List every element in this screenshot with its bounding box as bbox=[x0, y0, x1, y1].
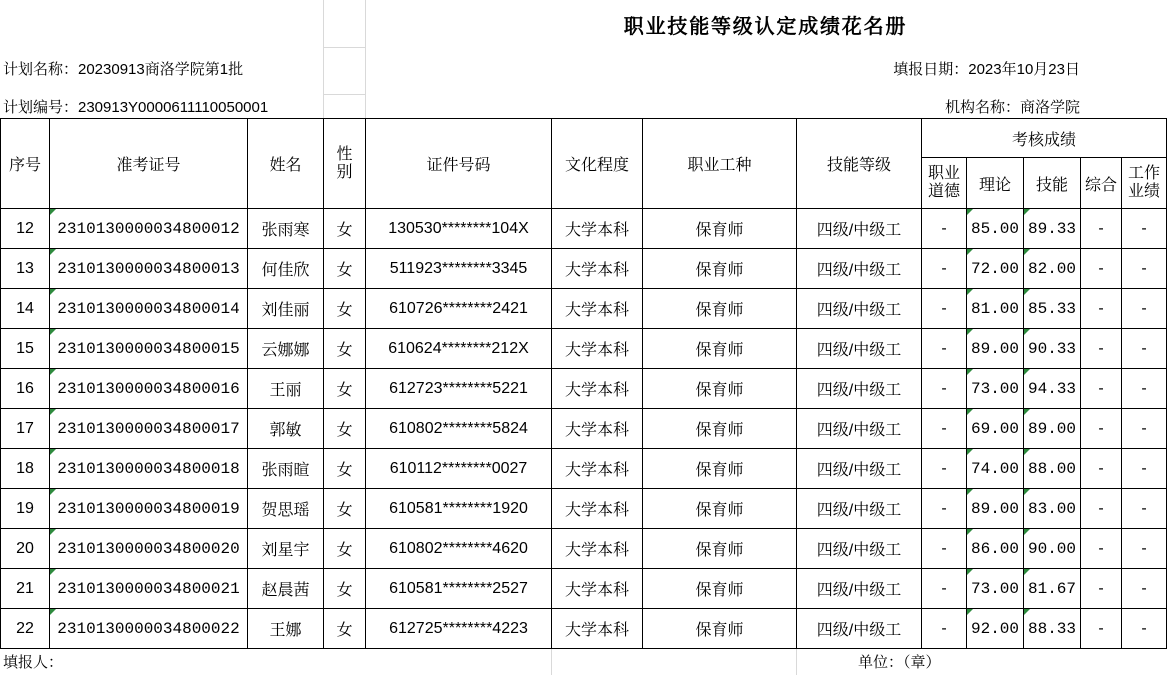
gridline-horizontal bbox=[323, 47, 365, 48]
performance-score-cell[interactable]: - bbox=[1122, 209, 1167, 249]
exam-no-cell[interactable]: 2310130000034800018 bbox=[50, 449, 248, 489]
seq-cell[interactable]: 21 bbox=[1, 569, 50, 609]
education-cell[interactable]: 大学本科 bbox=[552, 569, 643, 609]
skill-level-cell[interactable]: 四级/中级工 bbox=[797, 569, 922, 609]
header-performance-label: 工作业绩 bbox=[1127, 165, 1160, 200]
seq-cell[interactable]: 19 bbox=[1, 489, 50, 529]
occupation-cell[interactable]: 保育师 bbox=[643, 369, 797, 409]
name-cell[interactable]: 赵晨茜 bbox=[248, 569, 324, 609]
skill-score-cell[interactable]: 89.00 bbox=[1024, 409, 1081, 449]
overall-score-cell[interactable]: - bbox=[1081, 249, 1122, 289]
table-row bbox=[1, 249, 1167, 289]
performance-score-cell[interactable]: - bbox=[1122, 289, 1167, 329]
table-row bbox=[1, 609, 1167, 649]
theory-score-cell[interactable]: 89.00 bbox=[967, 489, 1024, 529]
occupation-cell[interactable]: 保育师 bbox=[643, 409, 797, 449]
skill-score-cell[interactable]: 83.00 bbox=[1024, 489, 1081, 529]
unit-seal-label[interactable]: 单位：（章） bbox=[858, 654, 941, 671]
seq-cell[interactable]: 22 bbox=[1, 609, 50, 649]
ethics-score-cell[interactable]: - bbox=[922, 489, 967, 529]
skill-level-cell[interactable]: 四级/中级工 bbox=[797, 209, 922, 249]
gridline-vertical bbox=[796, 649, 797, 675]
header-overall[interactable]: 综合 bbox=[1081, 158, 1122, 209]
theory-score-cell[interactable]: 74.00 bbox=[967, 449, 1024, 489]
name-cell[interactable]: 张雨暄 bbox=[248, 449, 324, 489]
organization-name[interactable]: 机构名称：商洛学院 bbox=[944, 99, 1080, 116]
skill-score-cell[interactable]: 81.67 bbox=[1024, 569, 1081, 609]
skill-score-cell[interactable]: 82.00 bbox=[1024, 249, 1081, 289]
plan-code[interactable]: 计划编号：230913Y0000611110050001 bbox=[3, 99, 269, 116]
performance-score-cell[interactable]: - bbox=[1122, 329, 1167, 369]
gender-cell[interactable]: 女 bbox=[324, 209, 366, 249]
id-number-cell[interactable]: 130530********104X bbox=[366, 209, 552, 249]
ethics-score-cell[interactable]: - bbox=[922, 449, 967, 489]
skill-score-cell[interactable]: 85.33 bbox=[1024, 289, 1081, 329]
skill-level-cell[interactable]: 四级/中级工 bbox=[797, 449, 922, 489]
gender-cell[interactable]: 女 bbox=[324, 569, 366, 609]
id-number-cell[interactable]: 610624********212X bbox=[366, 329, 552, 369]
header-gender[interactable] bbox=[324, 119, 366, 209]
id-number-cell[interactable]: 511923********3345 bbox=[366, 249, 552, 289]
ethics-score-cell[interactable]: - bbox=[922, 209, 967, 249]
seq-cell[interactable]: 17 bbox=[1, 409, 50, 449]
ethics-score-cell[interactable]: - bbox=[922, 249, 967, 289]
header-occupation[interactable]: 职业工种 bbox=[643, 119, 797, 209]
overall-score-cell[interactable]: - bbox=[1081, 529, 1122, 569]
gender-cell[interactable]: 女 bbox=[324, 369, 366, 409]
occupation-cell[interactable]: 保育师 bbox=[643, 569, 797, 609]
skill-level-cell[interactable]: 四级/中级工 bbox=[797, 529, 922, 569]
education-cell[interactable]: 大学本科 bbox=[552, 409, 643, 449]
roster-table bbox=[0, 118, 1167, 649]
overall-score-cell[interactable]: - bbox=[1081, 289, 1122, 329]
ethics-score-cell[interactable]: - bbox=[922, 369, 967, 409]
exam-no-cell[interactable]: 2310130000034800012 bbox=[50, 209, 248, 249]
header-gender-label: 性别 bbox=[336, 145, 353, 181]
table-row bbox=[1, 449, 1167, 489]
name-cell[interactable]: 王丽 bbox=[248, 369, 324, 409]
education-cell[interactable]: 大学本科 bbox=[552, 529, 643, 569]
skill-score-cell[interactable]: 88.33 bbox=[1024, 609, 1081, 649]
exam-no-cell[interactable]: 2310130000034800020 bbox=[50, 529, 248, 569]
gridline-vertical bbox=[323, 0, 324, 118]
skill-level-cell[interactable]: 四级/中级工 bbox=[797, 609, 922, 649]
name-cell[interactable]: 张雨寒 bbox=[248, 209, 324, 249]
performance-score-cell[interactable]: - bbox=[1122, 369, 1167, 409]
seq-cell[interactable]: 15 bbox=[1, 329, 50, 369]
id-number-cell[interactable]: 610726********2421 bbox=[366, 289, 552, 329]
exam-no-cell[interactable]: 2310130000034800017 bbox=[50, 409, 248, 449]
gender-cell[interactable]: 女 bbox=[324, 449, 366, 489]
occupation-cell[interactable]: 保育师 bbox=[643, 289, 797, 329]
gender-cell[interactable]: 女 bbox=[324, 489, 366, 529]
id-number-cell[interactable]: 612725********4223 bbox=[366, 609, 552, 649]
overall-score-cell[interactable]: - bbox=[1081, 329, 1122, 369]
overall-score-cell[interactable]: - bbox=[1081, 569, 1122, 609]
seq-cell[interactable]: 12 bbox=[1, 209, 50, 249]
gender-cell[interactable]: 女 bbox=[324, 529, 366, 569]
filled-by-label[interactable]: 填报人： bbox=[3, 654, 64, 671]
theory-score-cell[interactable]: 81.00 bbox=[967, 289, 1024, 329]
occupation-cell[interactable]: 保育师 bbox=[643, 249, 797, 289]
gridline-horizontal bbox=[323, 94, 365, 95]
table-row bbox=[1, 369, 1167, 409]
skill-score-cell[interactable]: 89.33 bbox=[1024, 209, 1081, 249]
ethics-score-cell[interactable]: - bbox=[922, 289, 967, 329]
exam-no-cell[interactable]: 2310130000034800013 bbox=[50, 249, 248, 289]
name-cell[interactable]: 贺思瑶 bbox=[248, 489, 324, 529]
id-number-cell[interactable]: 610581********2527 bbox=[366, 569, 552, 609]
header-skill[interactable]: 技能 bbox=[1024, 158, 1081, 209]
skill-level-cell[interactable]: 四级/中级工 bbox=[797, 369, 922, 409]
ethics-score-cell[interactable]: - bbox=[922, 329, 967, 369]
gender-cell[interactable]: 女 bbox=[324, 329, 366, 369]
education-cell[interactable]: 大学本科 bbox=[552, 449, 643, 489]
education-cell[interactable]: 大学本科 bbox=[552, 369, 643, 409]
header-exam-no[interactable]: 准考证号 bbox=[50, 119, 248, 209]
seq-cell[interactable]: 13 bbox=[1, 249, 50, 289]
plan-name[interactable]: 计划名称：20230913商洛学院第1批 bbox=[3, 61, 244, 78]
performance-score-cell[interactable]: - bbox=[1122, 409, 1167, 449]
name-cell[interactable]: 王娜 bbox=[248, 609, 324, 649]
overall-score-cell[interactable]: - bbox=[1081, 489, 1122, 529]
occupation-cell[interactable]: 保育师 bbox=[643, 609, 797, 649]
occupation-cell[interactable]: 保育师 bbox=[643, 209, 797, 249]
table-row bbox=[1, 529, 1167, 569]
name-cell[interactable]: 刘佳丽 bbox=[248, 289, 324, 329]
name-cell[interactable]: 刘星宇 bbox=[248, 529, 324, 569]
overall-score-cell[interactable]: - bbox=[1081, 609, 1122, 649]
skill-level-cell[interactable]: 四级/中级工 bbox=[797, 249, 922, 289]
occupation-cell[interactable]: 保育师 bbox=[643, 489, 797, 529]
header-assessment-scores[interactable]: 考核成绩 bbox=[922, 119, 1167, 158]
gender-cell[interactable]: 女 bbox=[324, 289, 366, 329]
exam-no-cell[interactable]: 2310130000034800019 bbox=[50, 489, 248, 529]
education-cell[interactable]: 大学本科 bbox=[552, 609, 643, 649]
exam-no-cell[interactable]: 2310130000034800015 bbox=[50, 329, 248, 369]
header-skill-level[interactable]: 技能等级 bbox=[797, 119, 922, 209]
performance-score-cell[interactable]: - bbox=[1122, 569, 1167, 609]
performance-score-cell[interactable]: - bbox=[1122, 249, 1167, 289]
performance-score-cell[interactable]: - bbox=[1122, 609, 1167, 649]
occupation-cell[interactable]: 保育师 bbox=[643, 529, 797, 569]
gender-cell[interactable]: 女 bbox=[324, 609, 366, 649]
table-row bbox=[1, 569, 1167, 609]
performance-score-cell[interactable]: - bbox=[1122, 529, 1167, 569]
table-row bbox=[1, 209, 1167, 249]
education-cell[interactable]: 大学本科 bbox=[552, 329, 643, 369]
theory-score-cell[interactable]: 85.00 bbox=[967, 209, 1024, 249]
header-ethics-label: 职业道德 bbox=[927, 165, 960, 200]
id-number-cell[interactable]: 612723********5221 bbox=[366, 369, 552, 409]
name-cell[interactable]: 云娜娜 bbox=[248, 329, 324, 369]
table-row bbox=[1, 489, 1167, 529]
performance-score-cell[interactable]: - bbox=[1122, 449, 1167, 489]
header-id-number[interactable]: 证件号码 bbox=[366, 119, 552, 209]
occupation-cell[interactable]: 保育师 bbox=[643, 329, 797, 369]
skill-level-cell[interactable]: 四级/中级工 bbox=[797, 289, 922, 329]
exam-no-cell[interactable]: 2310130000034800016 bbox=[50, 369, 248, 409]
seq-cell[interactable]: 14 bbox=[1, 289, 50, 329]
skill-score-cell[interactable]: 90.33 bbox=[1024, 329, 1081, 369]
id-number-cell[interactable]: 610581********1920 bbox=[366, 489, 552, 529]
education-cell[interactable]: 大学本科 bbox=[552, 289, 643, 329]
id-number-cell[interactable]: 610802********4620 bbox=[366, 529, 552, 569]
gender-cell[interactable]: 女 bbox=[324, 409, 366, 449]
ethics-score-cell[interactable]: - bbox=[922, 409, 967, 449]
skill-score-cell[interactable]: 94.33 bbox=[1024, 369, 1081, 409]
name-cell[interactable]: 郭敏 bbox=[248, 409, 324, 449]
education-cell[interactable]: 大学本科 bbox=[552, 209, 643, 249]
ethics-score-cell[interactable]: - bbox=[922, 529, 967, 569]
overall-score-cell[interactable]: - bbox=[1081, 449, 1122, 489]
overall-score-cell[interactable]: - bbox=[1081, 369, 1122, 409]
theory-score-cell[interactable]: 73.00 bbox=[967, 569, 1024, 609]
theory-score-cell[interactable]: 72.00 bbox=[967, 249, 1024, 289]
theory-score-cell[interactable]: 86.00 bbox=[967, 529, 1024, 569]
ethics-score-cell[interactable]: - bbox=[922, 569, 967, 609]
table-row bbox=[1, 329, 1167, 369]
exam-no-cell[interactable]: 2310130000034800014 bbox=[50, 289, 248, 329]
seq-cell[interactable]: 16 bbox=[1, 369, 50, 409]
header-row bbox=[1, 119, 1167, 158]
exam-no-cell[interactable]: 2310130000034800021 bbox=[50, 569, 248, 609]
table-row bbox=[1, 289, 1167, 329]
theory-score-cell[interactable]: 69.00 bbox=[967, 409, 1024, 449]
id-number-cell[interactable]: 610802********5824 bbox=[366, 409, 552, 449]
theory-score-cell[interactable]: 92.00 bbox=[967, 609, 1024, 649]
sheet-title[interactable]: 职业技能等级认定成绩花名册 bbox=[623, 16, 908, 38]
skill-score-cell[interactable]: 90.00 bbox=[1024, 529, 1081, 569]
gridline-vertical bbox=[551, 649, 552, 675]
name-cell[interactable]: 何佳欣 bbox=[248, 249, 324, 289]
seq-cell[interactable]: 20 bbox=[1, 529, 50, 569]
skill-level-cell[interactable]: 四级/中级工 bbox=[797, 489, 922, 529]
education-cell[interactable]: 大学本科 bbox=[552, 489, 643, 529]
table-row bbox=[1, 409, 1167, 449]
skill-score-cell[interactable]: 88.00 bbox=[1024, 449, 1081, 489]
ethics-score-cell[interactable]: - bbox=[922, 609, 967, 649]
gender-cell[interactable]: 女 bbox=[324, 249, 366, 289]
header-name[interactable]: 姓名 bbox=[248, 119, 324, 209]
skill-level-cell[interactable]: 四级/中级工 bbox=[797, 329, 922, 369]
overall-score-cell[interactable]: - bbox=[1081, 409, 1122, 449]
id-number-cell[interactable]: 610112********0027 bbox=[366, 449, 552, 489]
seq-cell[interactable]: 18 bbox=[1, 449, 50, 489]
header-performance[interactable] bbox=[1122, 158, 1167, 209]
overall-score-cell[interactable]: - bbox=[1081, 209, 1122, 249]
header-ethics[interactable] bbox=[922, 158, 967, 209]
header-theory[interactable]: 理论 bbox=[967, 158, 1024, 209]
theory-score-cell[interactable]: 73.00 bbox=[967, 369, 1024, 409]
education-cell[interactable]: 大学本科 bbox=[552, 249, 643, 289]
header-education[interactable]: 文化程度 bbox=[552, 119, 643, 209]
theory-score-cell[interactable]: 89.00 bbox=[967, 329, 1024, 369]
performance-score-cell[interactable]: - bbox=[1122, 489, 1167, 529]
occupation-cell[interactable]: 保育师 bbox=[643, 449, 797, 489]
header-seq[interactable]: 序号 bbox=[1, 119, 50, 209]
skill-level-cell[interactable]: 四级/中级工 bbox=[797, 409, 922, 449]
exam-no-cell[interactable]: 2310130000034800022 bbox=[50, 609, 248, 649]
report-date[interactable]: 填报日期：2023年10月23日 bbox=[893, 61, 1080, 78]
